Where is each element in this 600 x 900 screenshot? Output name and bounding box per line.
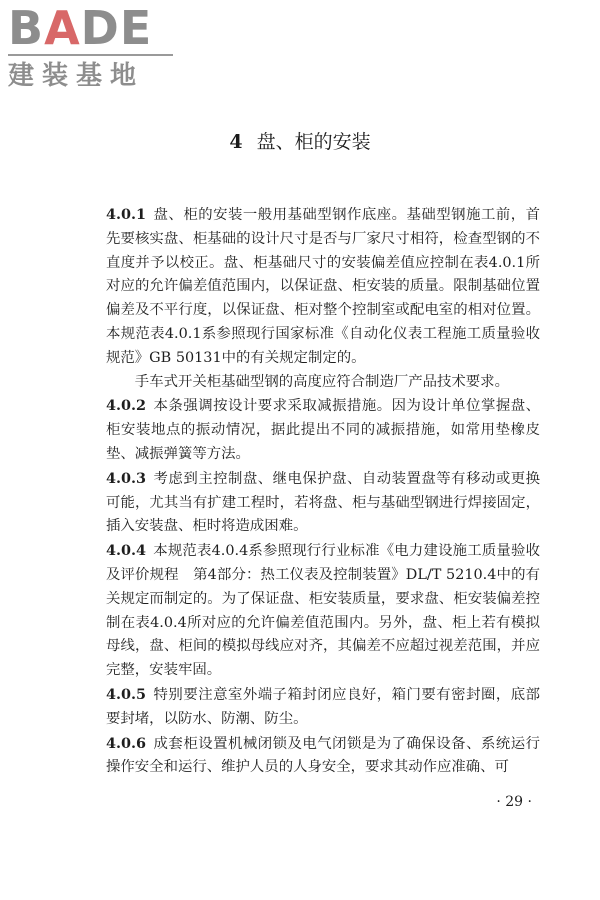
clause-number: 4.0.4 (106, 542, 147, 560)
clause-text: 成套柜设置机械闭锁及电气闭锁是为了确保设备、系统运行操作安全和运行、维护人员的人身安全，要求其动作应准确、可 (106, 735, 540, 776)
clause-text: 考虑到主控制盘、继电保护盘、自动装置盘等有移动或更换可能，尤其当有扩建工程时，若将盘、柜与基础型钢进行焊接固定，插入安装盘、柜时将造成困难。 (106, 470, 540, 535)
clause-4-0-5 (106, 683, 540, 732)
clause-number: 4.0.5 (106, 685, 147, 703)
paragraph-continuation (106, 371, 540, 395)
clause-number: 4.0.1 (106, 206, 147, 223)
chapter-name: 盘、柜的安装 (256, 131, 371, 153)
watermark-brand: BADE (8, 1, 153, 55)
clause-4-0-1 (106, 203, 540, 371)
chapter-title (0, 128, 600, 156)
chapter-number: 4 (229, 131, 243, 153)
body-text (106, 203, 540, 780)
clause-4-0-3 (106, 467, 540, 539)
clause-text: 手车式开关柜基础型钢的高度应符合制造厂产品技术要求。 (134, 373, 509, 390)
clause-text: 特别要注意室外端子箱封闭应良好，箱门要有密封圈，底部要封堵，以防水、防潮、防尘。 (106, 686, 540, 727)
clause-text: 盘、柜的安装一般用基础型钢作底座。基础型钢施工前，首先要核实盘、柜基础的设计尺寸是否与厂家尺寸相符，检查型钢的不直度并予以校正。盘、柜基础尺寸的安装偏差值应控制在表4.0.1所对应的允许偏差值范围内，以保证盘、柜安装的质量。限制基础位置偏差及不平行度，以保证盘、柜对整个控制室或配电室的相对位置。本规范表4.0.1系参照现行国家标准《自动化仪表工程施工质量验收规范》GB 50131中的有关规定制定的。 (106, 207, 540, 366)
clause-4-0-2 (106, 394, 540, 466)
clause-4-0-6 (106, 732, 540, 781)
clause-4-0-4 (106, 539, 540, 683)
clause-text: 本规范表4.0.4系参照现行行业标准《电力建设施工质量验收及评价规程 第4部分：热工仪表及控制装置》DL/T 5210.4中的有关规定而制定的。为了保证盘、柜安装质量，要求盘、柜安装偏差控制在表4.0.4所对应的允许偏差值范围内。另外，盘、柜上若有模拟母线，盘、柜间的模拟母线应对齐，其偏差不应超过视差范围，并应完整，安装牢固。 (106, 543, 540, 679)
watermark-logo (8, 1, 183, 92)
clause-number: 4.0.6 (106, 734, 147, 752)
page-number: · 29 · (496, 794, 532, 810)
clause-text: 本条强调按设计要求采取减振措施。因为设计单位掌握盘、柜安装地点的振动情况，据此提出不同的减振措施，如常用垫橡皮垫、减振弹簧等方法。 (106, 398, 540, 462)
watermark-subtitle: 建装基地 (8, 61, 145, 91)
clause-number: 4.0.3 (106, 469, 147, 487)
clause-number: 4.0.2 (106, 397, 147, 415)
